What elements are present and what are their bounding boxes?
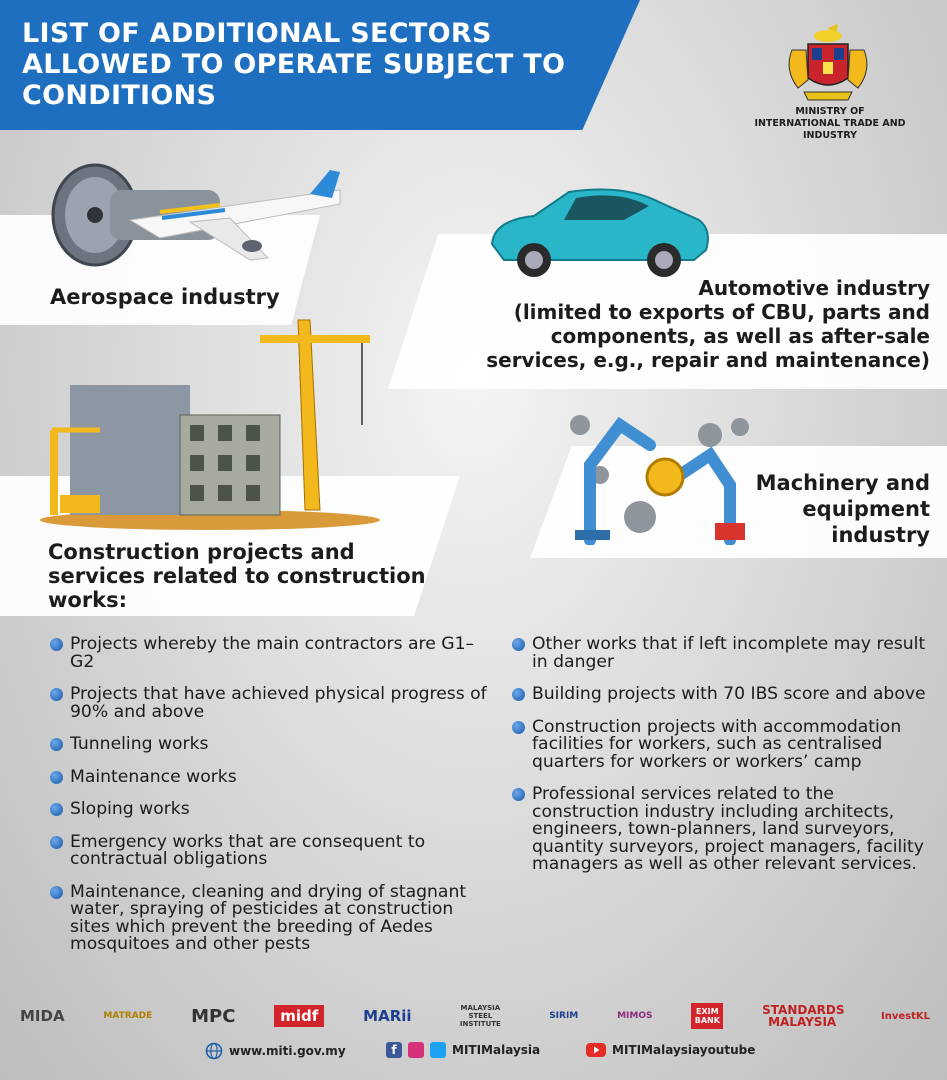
coat-of-arms-logo (778, 20, 878, 105)
mimos-logo: MIMOS (617, 1011, 653, 1021)
construction-list-right (512, 636, 932, 889)
facebook-icon[interactable]: f (386, 1042, 402, 1058)
list-item: Maintenance, cleaning and drying of stagnant water, spraying of pesticides at construction sites which prevent the breeding of Aedes mosquitoes and other pests (50, 884, 490, 954)
bullet-icon (512, 788, 525, 801)
list-item: Projects whereby the main contractors are G1–G2 (50, 636, 490, 671)
sirim-logo: SIRIM (549, 1011, 579, 1021)
bullet-icon (50, 836, 63, 849)
list-item: Construction projects with accommodation facilities for workers, such as centralised quarters for workers or workers’ camp (512, 719, 932, 772)
list-item: Maintenance works (50, 769, 490, 787)
machinery-label: Machinery and equipment industry (755, 471, 930, 547)
list-item: Other works that if left incomplete may result in danger (512, 636, 932, 671)
aerospace-illustration (40, 160, 350, 280)
marii-logo: MARii (363, 1007, 412, 1025)
bullet-icon (50, 803, 63, 816)
exim-bank-logo: EXIM BANK (691, 1003, 723, 1029)
bullet-icon (50, 638, 63, 651)
partner-logos (20, 996, 930, 1036)
matrade-logo: MATRADE (103, 1011, 153, 1021)
steel-institute-logo: MALAYSIA STEEL INSTITUTE (459, 1004, 501, 1028)
construction-illustration (30, 315, 390, 530)
bullet-icon (512, 688, 525, 701)
instagram-icon[interactable] (408, 1042, 424, 1058)
construction-heading: Construction projects and services related to construction works: (48, 540, 426, 612)
bullet-icon (50, 688, 63, 701)
list-item: Building projects with 70 IBS score and above (512, 686, 932, 704)
midf-logo: midf (274, 1005, 324, 1027)
car-illustration (484, 180, 714, 280)
bullet-icon (50, 738, 63, 751)
youtube-link[interactable]: MITIMalaysiayoutube (586, 1042, 755, 1058)
aerospace-label: Aerospace industry (50, 285, 280, 309)
website-link[interactable]: www.miti.gov.my (205, 1042, 346, 1060)
bullet-icon (50, 886, 63, 899)
mida-logo: MIDA (20, 1007, 65, 1025)
bullet-icon (50, 771, 63, 784)
list-item: Sloping works (50, 801, 490, 819)
investkl-logo: InvestKL (880, 1010, 930, 1022)
twitter-icon[interactable] (430, 1042, 446, 1058)
mpc-logo: MPC (191, 1005, 236, 1027)
page-title: LIST OF ADDITIONAL SECTORS ALLOWED TO OPERATE SUBJECT TO CONDITIONS (22, 18, 566, 111)
globe-icon (205, 1042, 223, 1060)
ministry-name: MINISTRY OF INTERNATIONAL TRADE AND INDUSTRY (754, 106, 906, 141)
automotive-label: Automotive industry (limited to exports of CBU, parts and components, as well as after-sale services, e.g., repair and maintenance) (486, 276, 930, 372)
standards-malaysia-logo: STANDARDS MALAYSIA (762, 1003, 845, 1029)
list-item: Tunneling works (50, 736, 490, 754)
social-links[interactable]: f MITIMalaysia (386, 1042, 540, 1058)
youtube-icon (586, 1042, 606, 1058)
bullet-icon (512, 721, 525, 734)
construction-list-left (50, 636, 490, 969)
list-item: Professional services related to the construction industry including architects, engineers, town-planners, land surveyors, quantity surveyors, project managers, facility managers as well as other relevant services. (512, 786, 932, 874)
list-item: Emergency works that are consequent to contractual obligations (50, 834, 490, 869)
list-item: Projects that have achieved physical progress of 90% and above (50, 686, 490, 721)
bullet-icon (512, 638, 525, 651)
